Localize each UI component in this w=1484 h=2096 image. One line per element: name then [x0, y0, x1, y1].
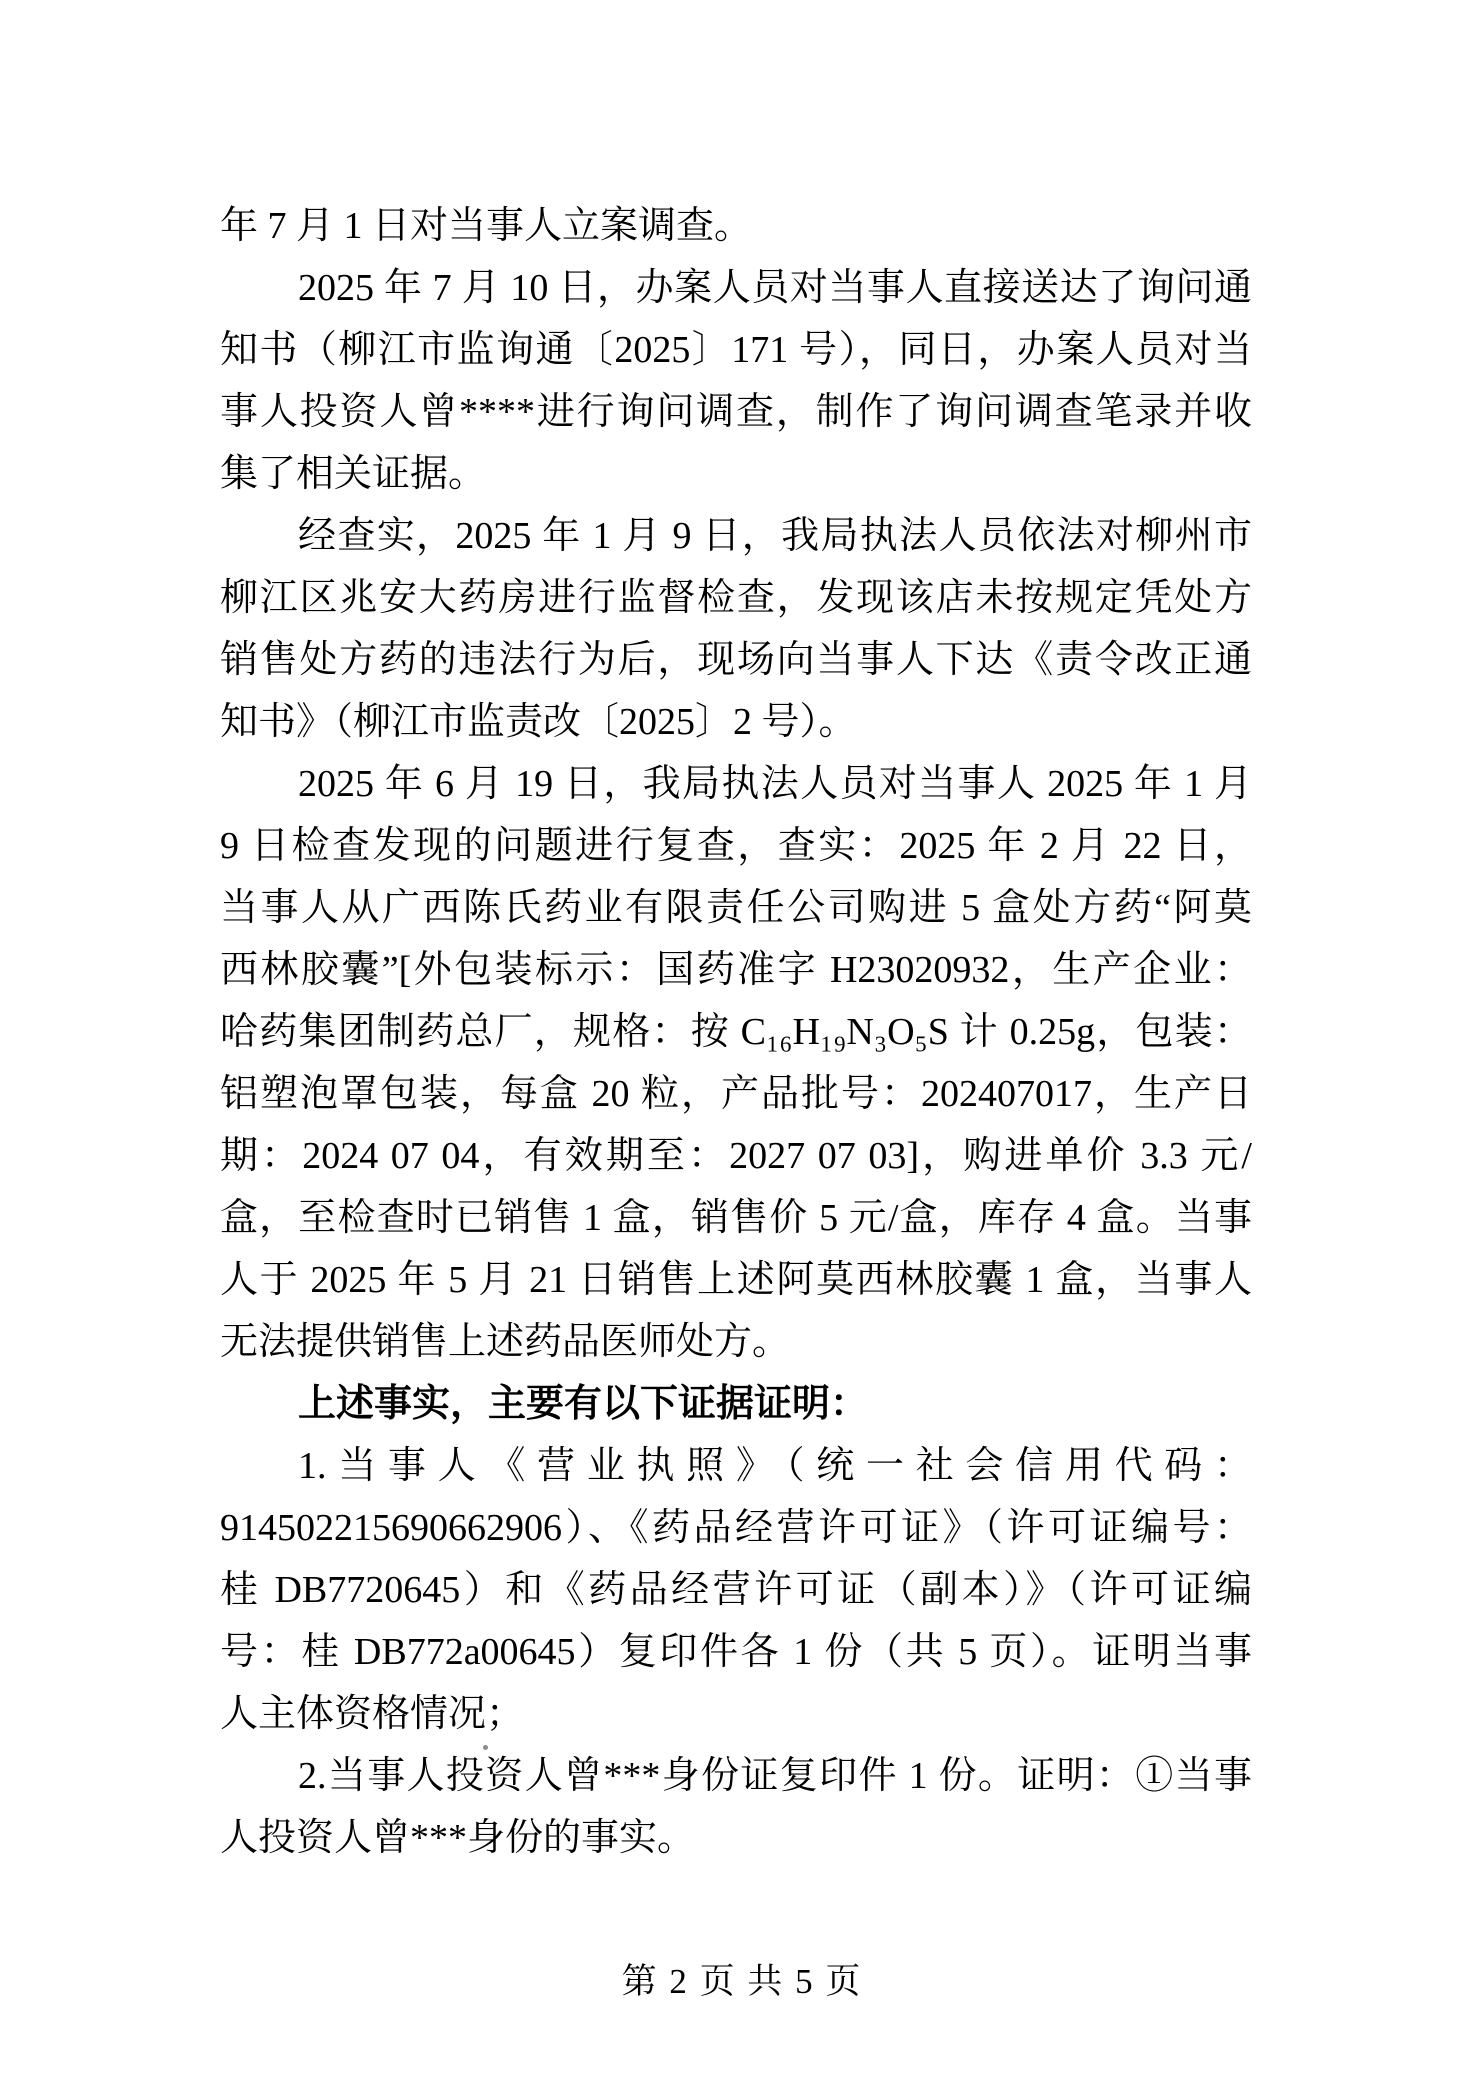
text-line: 914502215690662906）、《药品经营许可证》（许可证编号： [220, 1507, 1252, 1549]
evidence-heading: 上述事实，主要有以下证据证明： [298, 1383, 869, 1425]
text-line: 期：2024 07 04，有效期至：2027 07 03]，购进单价 3.3 元/ [220, 1135, 1252, 1177]
text-line: 集了相关证据。 [220, 453, 487, 495]
text-line: 当事人从广西陈氏药业有限责任公司购进 5 盒处方药“阿莫 [220, 887, 1252, 929]
text-line: 柳江区兆安大药房进行监督检查，发现该店未按规定凭处方 [220, 577, 1252, 619]
text-line: 西林胶囊”[外包装标示：国药准字 H23020932，生产企业： [220, 949, 1252, 991]
text-line: 人主体资格情况； [220, 1693, 525, 1735]
text-line: 哈药集团制药总厂，规格：按 C₁₆H₁₉N₃O₅S 计 0.25g，包装： [220, 1011, 1252, 1053]
text-line: 人投资人曾***身份的事实。 [220, 1817, 696, 1859]
text-line: 无法提供销售上述药品医师处方。 [220, 1321, 791, 1363]
text-line: 销售处方药的违法行为后，现场向当事人下达《责令改正通 [220, 639, 1252, 681]
page-number: 第 2 页 共 5 页 [621, 1962, 863, 2001]
document-body [220, 195, 1252, 1869]
text-line: 2025 年 7 月 10 日，办案人员对当事人直接送达了询问通 [298, 267, 1252, 309]
text-line: 知书（柳江市监询通〔2025〕171 号），同日，办案人员对当 [220, 329, 1252, 371]
text-line: 2.当事人投资人曾***身份证复印件 1 份。证明：①当事 [298, 1755, 1252, 1797]
text-line: 事人投资人曾****进行询问调查，制作了询问调查笔录并收 [220, 391, 1252, 433]
text-line: 号：桂 DB772a00645）复印件各 1 份（共 5 页）。证明当事 [220, 1631, 1252, 1673]
text-line: 桂 DB7720645）和《药品经营许可证（副本）》（许可证编 [220, 1569, 1252, 1611]
text-line: 经查实，2025 年 1 月 9 日，我局执法人员依法对柳州市 [298, 515, 1252, 557]
text-line: 1.当事人《营业执照》（统一社会信用代码： [298, 1445, 1252, 1487]
text-line: 铝塑泡罩包装，每盒 20 粒，产品批号：202407017，生产日 [220, 1073, 1252, 1115]
text-line: 9 日检查发现的问题进行复查，查实：2025 年 2 月 22 日， [220, 825, 1252, 867]
text-line: 盒，至检查时已销售 1 盒，销售价 5 元/盒，库存 4 盒。当事 [220, 1197, 1252, 1239]
scan-speck [483, 1745, 488, 1750]
text-line: 人于 2025 年 5 月 21 日销售上述阿莫西林胶囊 1 盒，当事人 [220, 1259, 1252, 1301]
text-line: 年 7 月 1 日对当事人立案调查。 [220, 205, 753, 247]
text-line: 2025 年 6 月 19 日，我局执法人员对当事人 2025 年 1 月 [298, 763, 1252, 805]
text-line: 知书》（柳江市监责改〔2025〕2 号）。 [220, 701, 857, 743]
